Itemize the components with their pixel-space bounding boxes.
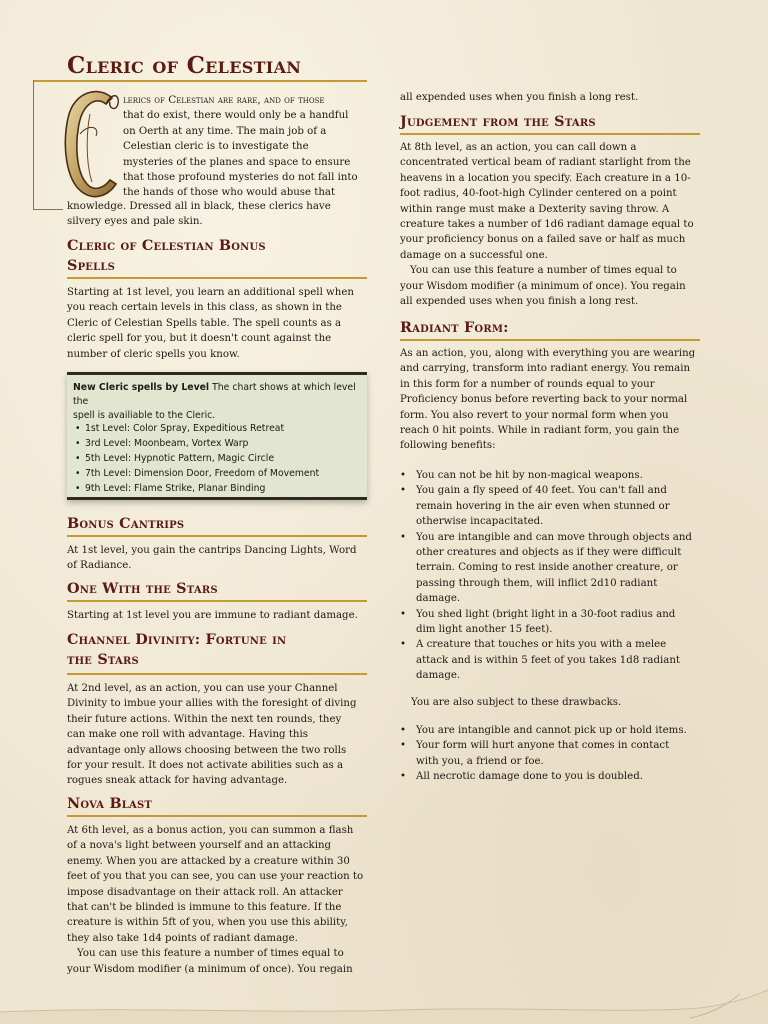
title-underline: [33, 80, 367, 82]
judgement-paragraph: At 8th level, as an action, you can call down a concentrated vertical beam of radiant starlight from the heavens in a location you specify. Each creature in a 10- foot radius, 40-foot-high Cylinder centered on a point within range must make a Dexterity saving throw. A creature takes a number of 1d6 radiant damage equal to your proficiency bonus on a failed save or half as much damage on a successful one. You can use this feature a number of times equal to your Wisdom modifier (a minimum of once). You regain all expended uses when you finish a long rest.: [400, 142, 694, 308]
intro-paragraph-tail: knowledge. Dressed all in black, these clerics have silvery eyes and pale skin.: [67, 201, 331, 228]
rule-channel-divinity: [67, 673, 367, 675]
list-item: • A creature that touches or hits you with a melee attack and is within 5 feet of you takes 1d8 radiant damage.: [400, 637, 710, 683]
list-item: • 9th Level: Flame Strike, Planar Binding: [75, 481, 319, 496]
heading-bonus-cantrips: Bonus Cantrips: [67, 515, 185, 532]
list-item: • 5th Level: Hypnotic Pattern, Magic Circle: [75, 451, 319, 466]
bonus-spells-paragraph: Starting at 1st level, you learn an additional spell when you reach certain levels in this class, as shown in the Cleric of Celestian Spells table. The spell counts as a cleric spell for you, but it doesn't count against the number of cleric spells you know.: [67, 287, 354, 360]
rule-bonus-spells: [67, 277, 367, 279]
list-item: • You are intangible and can move through objects and other creatures and objects as if they were difficult terrain. Coming to rest inside another creature, or passing through them, will inflict 2d10 radiant damage.: [400, 530, 710, 607]
rule-judgement: [400, 133, 700, 135]
bonus-cantrips-paragraph: At 1st level, you gain the cantrips Dancing Lights, Word of Radiance.: [67, 545, 357, 572]
radiant-form-paragraph: As an action, you, along with everything you are wearing and carrying, transform into radiant energy. You remain in this form for a number of rounds equal to your Proficiency bonus before reverting back to your normal form. You also revert to your normal form when you reach 0 hit points. While in radiant form, you gain the following benefits:: [400, 348, 696, 452]
nova-blast-paragraph: At 6th level, as a bonus action, you can summon a flash of a nova's light between yourself and an attacking enemy. When you are attacked by a creature within 30 feet of you that you can see, you can use your reaction to impose disadvantage on their attack roll. An attacker that can't be blinded is immune to this feature. If the creature is within 5ft of you, when you use this ability, they also take 1d4 points of radiant damage. You can use this feature a number of times equal to your Wisdom modifier (a minimum of once). You regain: [67, 825, 364, 975]
drawbacks-intro: You are also subject to these drawbacks.: [411, 697, 622, 708]
rule-radiant-form: [400, 339, 700, 341]
footer-flourish: [0, 984, 768, 1024]
list-item: • You can not be hit by non-magical weapons.: [400, 468, 710, 483]
carryover-paragraph: all expended uses when you finish a long rest.: [400, 92, 639, 103]
one-with-stars-paragraph: Starting at 1st level you are immune to radiant damage.: [67, 610, 358, 621]
dropcap-frame: [33, 80, 34, 210]
sidebar-title: New Cleric spells by Level: [73, 382, 210, 393]
channel-divinity-paragraph: At 2nd level, as an action, you can use your Channel Divinity to imbue your allies with the foresight of diving their future actions. Within the next ten rounds, they can make one roll with advantage. Having this advantage only allows choosing between the two rolls for your result. It does not activate abilities such as a rogues sneak attack for having advantage.: [67, 683, 357, 787]
page-title: Cleric of Celestian: [67, 52, 302, 79]
heading-judgement: Judgement from the Stars: [400, 113, 596, 130]
heading-bonus-spells: Cleric of Celestian Bonus Spells: [67, 237, 266, 274]
dropcap-frame-bottom: [33, 209, 63, 210]
spell-sidebar: [67, 372, 367, 500]
list-item: • Your form will hurt anyone that comes in contact with you, a friend or foe.: [400, 738, 710, 769]
heading-channel-divinity: Channel Divinity: Fortune in the Stars: [67, 631, 287, 668]
heading-radiant-form: Radiant Form:: [400, 319, 509, 336]
intro-lead: lerics of Celestian are rare, and of those: [123, 94, 325, 106]
heading-one-with-stars: One With the Stars: [67, 580, 218, 597]
radiant-drawbacks-list: [400, 723, 710, 785]
rule-nova-blast: [67, 815, 367, 817]
list-item: • You gain a fly speed of 40 feet. You can't fall and remain hovering in the air even when stunned or otherwise incapacitated.: [400, 483, 710, 529]
sidebar-intro: New Cleric spells by Level The chart shows at which level the spell is availiable to the Cleric.: [73, 382, 356, 421]
dropcap-letter-c: [60, 84, 122, 204]
heading-nova-blast: Nova Blast: [67, 795, 153, 812]
list-item: • All necrotic damage done to you is doubled.: [400, 769, 710, 784]
list-item: • 3rd Level: Moonbeam, Vortex Warp: [75, 436, 319, 451]
rule-bonus-cantrips: [67, 535, 367, 537]
rule-one-with-stars: [67, 600, 367, 602]
list-item: • 1st Level: Color Spray, Expeditious Retreat: [75, 421, 319, 436]
sidebar-spell-list: [75, 421, 319, 496]
list-item: • You shed light (bright light in a 30-foot radius and dim light another 15 feet).: [400, 607, 710, 638]
list-item: • 7th Level: Dimension Door, Freedom of Movement: [75, 466, 319, 481]
radiant-benefits-list: [400, 468, 710, 684]
list-item: • You are intangible and cannot pick up or hold items.: [400, 723, 710, 738]
intro-paragraph: lerics of Celestian are rare, and of those that do exist, there would only be a handful on Oerth at any time. The main job of a Celestian cleric is to investigate the mysteries of the planes and space to ensure that those profound mysteries do not fall into the hands of those who would abuse that: [123, 94, 358, 199]
